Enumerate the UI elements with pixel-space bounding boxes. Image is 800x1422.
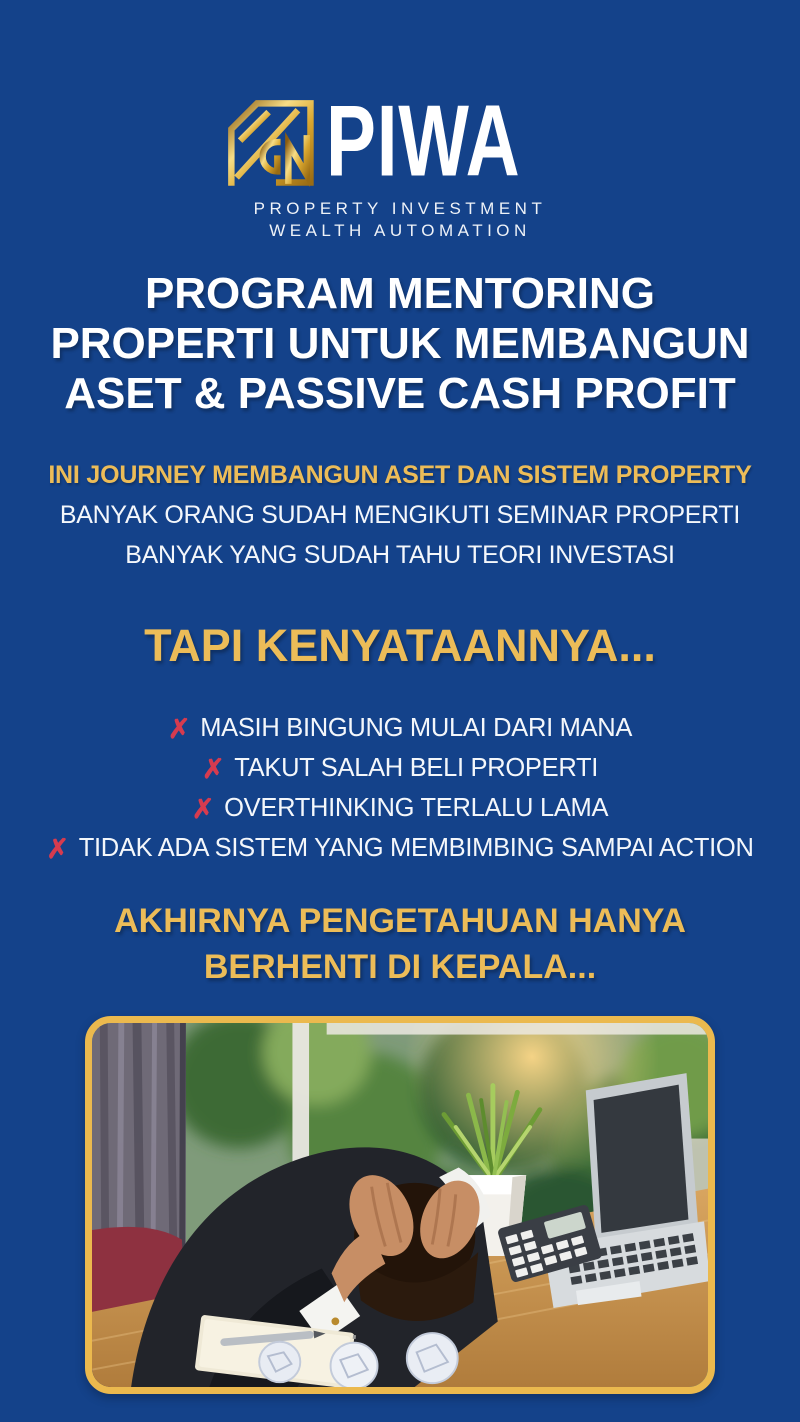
headline-line1: PROGRAM MENTORING	[144, 268, 656, 318]
piwa-emblem-icon	[224, 96, 316, 188]
x-mark-icon: ✗	[191, 794, 215, 825]
brand-name: PIWA	[326, 85, 521, 198]
pain-point-list	[46, 714, 753, 863]
conclusion-line2: BERHENTI DI KEPALA...	[203, 947, 597, 986]
x-mark-icon: ✗	[167, 714, 191, 745]
headline-line2: PROPERTI UNTUK MEMBANGUN	[50, 319, 750, 369]
list-item	[192, 794, 608, 823]
pain-point-text: OVERTHINKING TERLALU LAMA	[224, 794, 609, 823]
reality-heading: TAPI KENYATAANNYA...	[144, 620, 656, 672]
list-item	[168, 714, 632, 743]
brand-logo	[224, 85, 575, 198]
intro-highlight: INI JOURNEY MEMBANGUN ASET DAN SISTEM PROPERTY	[48, 461, 752, 490]
intro-line1: BANYAK ORANG SUDAH MENGIKUTI SEMINAR PROPERTI	[59, 501, 741, 530]
headline-line3: ASET & PASSIVE CASH PROFIT	[64, 369, 736, 419]
pain-point-text: TAKUT SALAH BELI PROPERTI	[234, 754, 599, 783]
brand-subtitle	[254, 198, 547, 243]
conclusion-line1: AKHIRNYA PENGETAHUAN HANYA	[114, 902, 686, 941]
brand-subtitle-line2: WEALTH AUTOMATION	[269, 221, 531, 241]
brand-subtitle-line1: PROPERTY INVESTMENT	[253, 199, 547, 218]
pain-point-text: MASIH BINGUNG MULAI DARI MANA	[200, 714, 633, 743]
pain-point-text: TIDAK ADA SISTEM YANG MEMBIMBING SAMPAI ACTION	[78, 834, 754, 863]
list-item	[46, 834, 753, 863]
conclusion-heading	[114, 899, 686, 989]
stressed-man-photo	[85, 1016, 715, 1394]
intro-line2: BANYAK YANG SUDAH TAHU TEORI INVESTASI	[125, 541, 675, 570]
intro-section	[48, 461, 751, 570]
x-mark-icon: ✗	[201, 754, 225, 785]
x-mark-icon: ✗	[46, 834, 69, 865]
main-headline	[50, 269, 749, 419]
list-item	[202, 754, 598, 783]
